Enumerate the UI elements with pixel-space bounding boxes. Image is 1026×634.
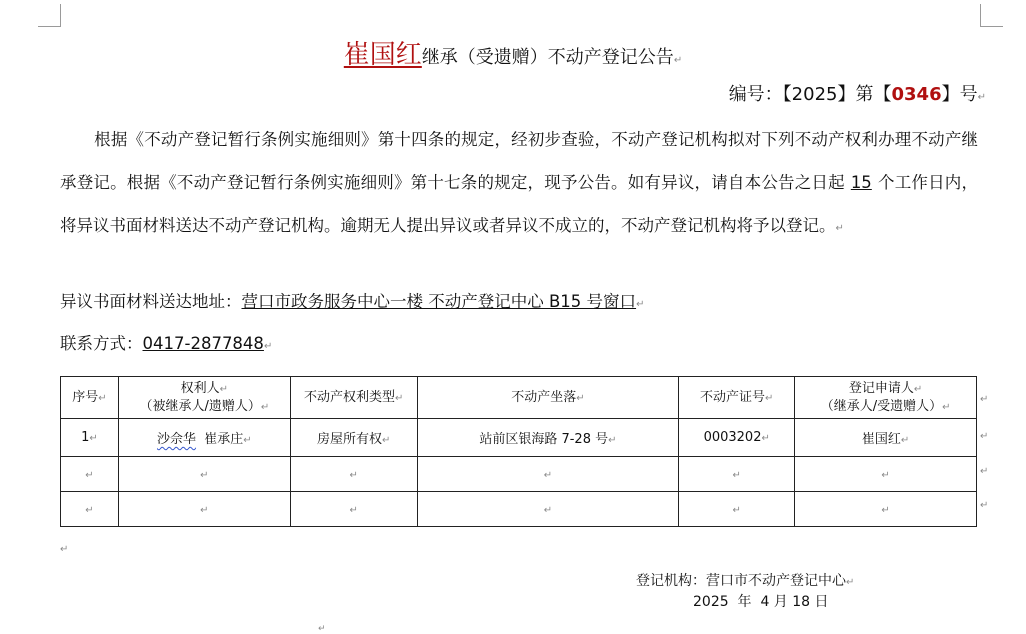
cell-empty: ↵ <box>118 492 290 527</box>
cell-applicant: 崔国红↵ <box>795 419 977 457</box>
header-seq: 序号↵ <box>61 377 119 419</box>
table-header-row <box>61 377 977 419</box>
paragraph-mark-icon: ↵ <box>263 341 273 352</box>
cell-empty: ↵ <box>61 457 119 492</box>
row-end-mark-icon: ↵ <box>980 394 989 405</box>
table-row <box>61 457 977 492</box>
date-month-day: 4 月 18 日 <box>760 594 829 610</box>
row-end-mark-icon: ↵ <box>980 431 989 442</box>
row-end-mark-icon: ↵ <box>980 466 989 477</box>
title-text: 继承（受遗赠）不动产登记公告 <box>421 47 674 68</box>
paragraph-mark-icon: ↵ <box>835 223 844 234</box>
date-year-char: 年 <box>737 594 752 610</box>
cell-empty: ↵ <box>290 457 417 492</box>
crop-mark-top-left <box>38 4 61 27</box>
row-end-mark-icon: ↵ <box>980 500 989 511</box>
notice-number <box>729 80 986 106</box>
org-value: 营口市不动产登记中心 <box>706 573 846 589</box>
header-holder: 权利人↵ （被继承人/遗赠人）↵ <box>118 377 290 419</box>
crop-mark-top-right <box>980 4 1003 27</box>
cell-seq: 1↵ <box>61 419 119 457</box>
notice-date <box>693 591 829 611</box>
notice-title <box>0 34 1026 71</box>
header-right-type: 不动产权利类型↵ <box>290 377 417 419</box>
paragraph-mark-icon: ↵ <box>673 55 683 66</box>
contact-line <box>60 330 272 354</box>
header-applicant: 登记申请人↵ （继承人/受遗赠人）↵ <box>795 377 977 419</box>
table-row <box>61 419 977 457</box>
cell-right-type: 房屋所有权↵ <box>290 419 417 457</box>
number-suffix: 】号 <box>941 84 978 105</box>
paragraph-mark-icon: ↵ <box>318 624 326 634</box>
number-prefix: 编号：【2025】第【 <box>728 84 892 105</box>
paragraph-mark-icon: ↵ <box>60 544 69 555</box>
address-value: 营口市政务服务中心一楼 不动产登记中心 B15 号窗口 <box>241 292 637 311</box>
objection-days: 15 <box>850 173 872 192</box>
org-label: 登记机构： <box>636 573 706 589</box>
notice-body <box>60 118 978 250</box>
address-label: 异议书面材料送达地址： <box>60 292 242 311</box>
contact-label: 联系方式： <box>60 334 143 353</box>
cell-empty: ↵ <box>795 457 977 492</box>
cell-cert-no: 0003202↵ <box>679 419 795 457</box>
header-cert-no: 不动产证号↵ <box>679 377 795 419</box>
registration-table <box>60 376 977 527</box>
body-part2: 个工作日内，将异议书面材料送达不动产登记机构。逾期无人提出异议或者异议不成立的，不动产登记机构将予以登记。 <box>60 173 979 235</box>
table-row <box>61 492 977 527</box>
cell-empty: ↵ <box>417 492 679 527</box>
cell-empty: ↵ <box>417 457 679 492</box>
address-line <box>60 288 644 312</box>
cell-empty: ↵ <box>679 492 795 527</box>
header-location: 不动产坐落↵ <box>417 377 679 419</box>
paragraph-mark-icon: ↵ <box>977 92 986 103</box>
title-person-name: 崔国红 <box>343 40 422 70</box>
cell-location: 站前区银海路 7-28 号↵ <box>417 419 679 457</box>
paragraph-mark-icon: ↵ <box>846 577 855 588</box>
cell-empty: ↵ <box>118 457 290 492</box>
date-year: 2025 <box>693 594 729 610</box>
body-part1: 根据《不动产登记暂行条例实施细则》第十四条的规定，经初步查验，不动产登记机构拟对下列不动产权利办理不动产继承登记。根据《不动产登记暂行条例实施细则》第十七条的规定，现予公告。如有异议，请自本公告之日起 <box>60 130 978 192</box>
cell-holder: 沙佘华 崔承庄↵ <box>118 419 290 457</box>
cell-empty: ↵ <box>61 492 119 527</box>
cell-empty: ↵ <box>290 492 417 527</box>
contact-value: 0417-2877848 <box>142 334 264 353</box>
cell-empty: ↵ <box>679 457 795 492</box>
cell-empty: ↵ <box>795 492 977 527</box>
paragraph-mark-icon: ↵ <box>636 299 645 310</box>
registration-organization <box>636 570 854 590</box>
number-value: 0346 <box>891 84 942 105</box>
